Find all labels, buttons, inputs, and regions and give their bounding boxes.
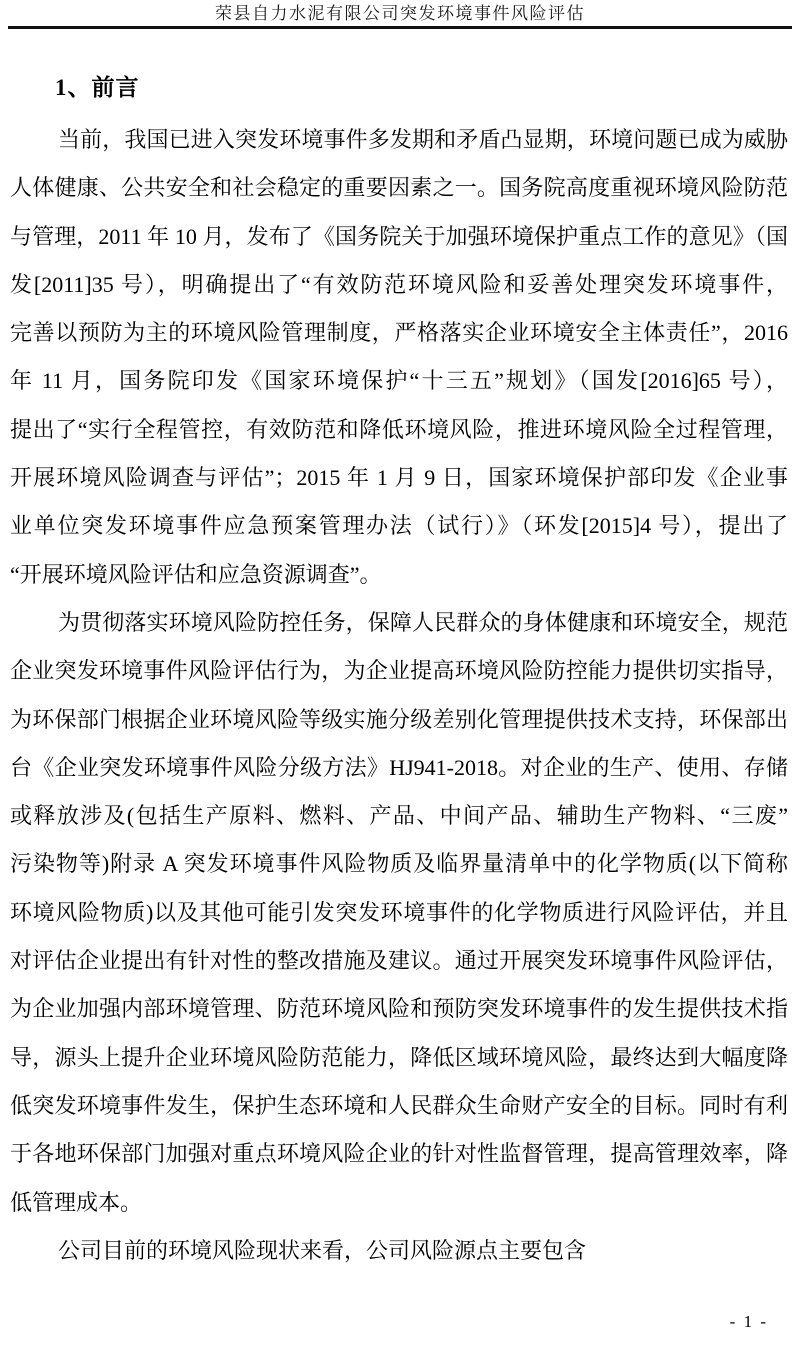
page-header <box>0 0 800 29</box>
text-line: 人体健康、公共安全和社会稳定的重要因素之一。国务院高度重视环境风险防范 <box>10 175 788 201</box>
text-line: 开展环境风险调查与评估”；2015 年 1 月 9 日，国家环境保护部印发《企业事 <box>10 465 788 491</box>
text-line: 当前，我国已进入突发环境事件多发期和矛盾凸显期，环境问题已成为威胁 <box>58 127 788 152</box>
header-title: 荣县自力水泥有限公司突发环境事件风险评估 <box>215 4 585 23</box>
text-line: 提出了“实行全程管控，有效防范和降低环境风险，推进环境风险全过程管理， <box>10 416 788 442</box>
text-line: 低管理成本。 <box>10 1189 143 1215</box>
text-line: 对评估企业提出有针对性的整改措施及建议。通过开展突发环境事件风险评估， <box>10 948 788 974</box>
text-line: 污染物等)附录 A 突发环境事件风险物质及临界量清单中的化学物质(以下简称 <box>10 851 788 877</box>
text-line: 环境风险物质)以及其他可能引发突发环境事件的化学物质进行风险评估，并且 <box>10 899 788 925</box>
text-line: 于各地环保部门加强对重点环境风险企业的针对性监督管理，提高管理效率，降 <box>10 1141 788 1167</box>
text-line: 年 11 月，国务院印发《国家环境保护“十三五”规划》（国发[2016]65 号）， <box>10 368 788 394</box>
text-line: 公司目前的环境风险现状来看，公司风险源点主要包含 <box>58 1237 587 1263</box>
text-line: 为环保部门根据企业环境风险等级实施分级差别化管理提供技术支持，环保部出 <box>10 706 788 732</box>
text-line: 低突发环境事件发生，保护生态环境和人民群众生命财产安全的目标。同时有利 <box>10 1092 788 1118</box>
page-number: - 1 - <box>729 1312 768 1331</box>
text-line: 或释放涉及(包括生产原料、燃料、产品、中间产品、辅助生产物料、“三废” <box>10 803 788 829</box>
text-line: 导，源头上提升企业环境风险防范能力，降低区域环境风险，最终达到大幅度降 <box>10 1044 788 1070</box>
section-heading: 1、前言 <box>55 75 140 100</box>
text-line: 发[2011]35 号），明确提出了“有效防范环境风险和妥善处理突发环境事件， <box>10 271 788 297</box>
text-line: 完善以预防为主的环境风险管理制度，严格落实企业环境安全主体责任”，2016 <box>10 320 788 346</box>
document-body <box>10 116 788 1275</box>
text-line: 为企业加强内部环境管理、防范环境风险和预防突发环境事件的发生提供技术指 <box>10 996 788 1022</box>
text-line: 为贯彻落实环境风险防控任务，保障人民群众的身体健康和环境安全，规范 <box>58 609 788 635</box>
header-double-rule <box>8 26 792 29</box>
text-line: “开展环境风险评估和应急资源调查”。 <box>10 561 382 587</box>
text-line: 台《企业突发环境事件风险分级方法》HJ941-2018。对企业的生产、使用、存储 <box>10 754 788 780</box>
text-line: 企业突发环境事件风险评估行为，为企业提高环境风险防控能力提供切实指导， <box>10 658 788 684</box>
text-line: 与管理，2011 年 10 月，发布了《国务院关于加强环境保护重点工作的意见》（国 <box>10 223 788 249</box>
text-line: 业单位突发环境事件应急预案管理办法（试行）》（环发[2015]4 号），提出了 <box>10 513 788 539</box>
